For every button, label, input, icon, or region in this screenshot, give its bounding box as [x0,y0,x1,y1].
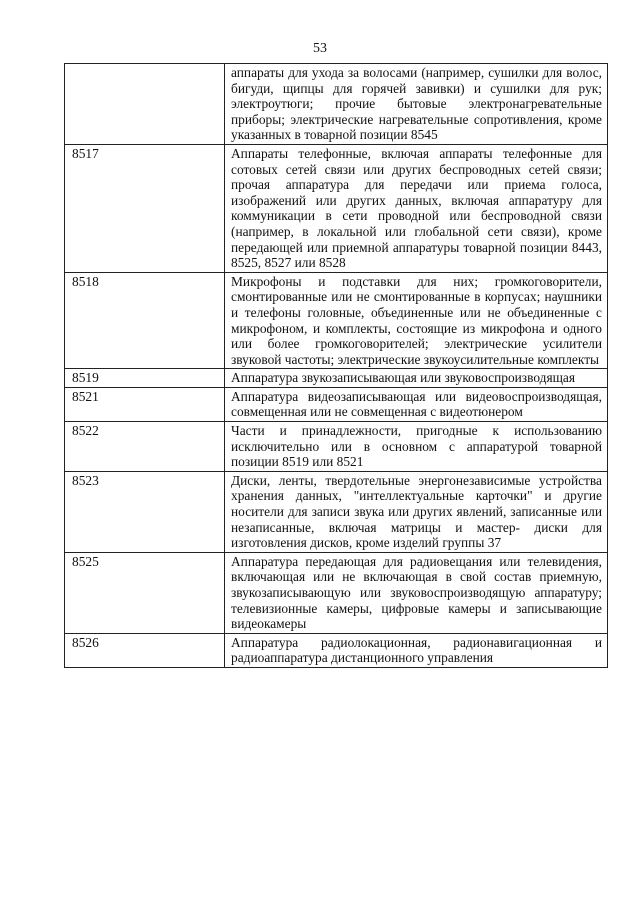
table-row [65,387,608,421]
commodity-description-cell: Части и принадлежности, пригодные к использованию исключительно или в основном с аппаратурой товарной позиции 8519 или 8521 [225,422,608,472]
commodity-description-cell: аппараты для ухода за волосами (например, сушилки для волос, бигуди, щипцы для горячей завивки) и сушилки для рук; электроутюги; прочие бытовые электронагревательные приборы; электрические нагревательные сопротивления, кроме указанных в товарной позиции 8545 [225,64,608,145]
table-row [65,552,608,633]
table-row [65,64,608,145]
commodity-code-cell: 8522 [65,422,225,472]
commodity-code-cell: 8521 [65,387,225,421]
commodity-code-cell: 8525 [65,552,225,633]
table-row [65,471,608,552]
commodity-description-cell: Аппаратура видеозаписывающая или видеовоспроизводящая, совмещенная или не совмещенная с видеотюнером [225,387,608,421]
table-row [65,422,608,472]
commodity-description-cell: Аппаратура звукозаписывающая или звуковоспроизводящая [225,369,608,388]
commodity-code-cell: 8526 [65,633,225,667]
commodity-description-cell: Аппаратура передающая для радиовещания или телевидения, включающая или не включающая в свой состав приемную, звукозаписывающую или звуковоспроизводящую аппаратуру; телевизионные камеры, цифровые камеры и записывающие видеокамеры [225,552,608,633]
table-row [65,633,608,667]
commodity-code-cell: 8517 [65,144,225,272]
commodity-description-cell: Диски, ленты, твердотельные энергонезависимые устройства хранения данных, "интеллектуальные карточки" и другие носители для записи звука или других явлений, записанные или незаписанные, включая матрицы и мастер- диски для изготовления дисков, кроме изделий группы 37 [225,471,608,552]
page-number: 53 [313,41,327,56]
table-row [65,369,608,388]
commodity-code-table [64,63,608,668]
commodity-code-cell [65,64,225,145]
commodity-description-cell: Аппараты телефонные, включая аппараты телефонные для сотовых сетей связи или других беспроводных сетей связи; прочая аппаратура для передачи или приема голоса, изображений или других данных, включая аппаратуру для коммуникации в сети проводной или беспроводной связи (например, в локальной или глобальной сети связи), кроме передающей или приемной аппаратуры товарной позиции 8443, 8525, 8527 или 8528 [225,144,608,272]
commodity-code-cell: 8519 [65,369,225,388]
table-row [65,272,608,369]
commodity-code-cell: 8523 [65,471,225,552]
commodity-code-cell: 8518 [65,272,225,369]
table-row [65,144,608,272]
commodity-description-cell: Аппаратура радиолокационная, радионавигационная и радиоаппаратура дистанционного управления [225,633,608,667]
commodity-description-cell: Микрофоны и подставки для них; громкоговорители, смонтированные или не смонтированные в корпусах; наушники и телефоны головные, объединенные или не объединенные с микрофоном, и комплекты, состоящие из микрофона и одного или более громкоговорителей; электрические усилители звуковой частоты; электрические звукоусилительные комплекты [225,272,608,369]
